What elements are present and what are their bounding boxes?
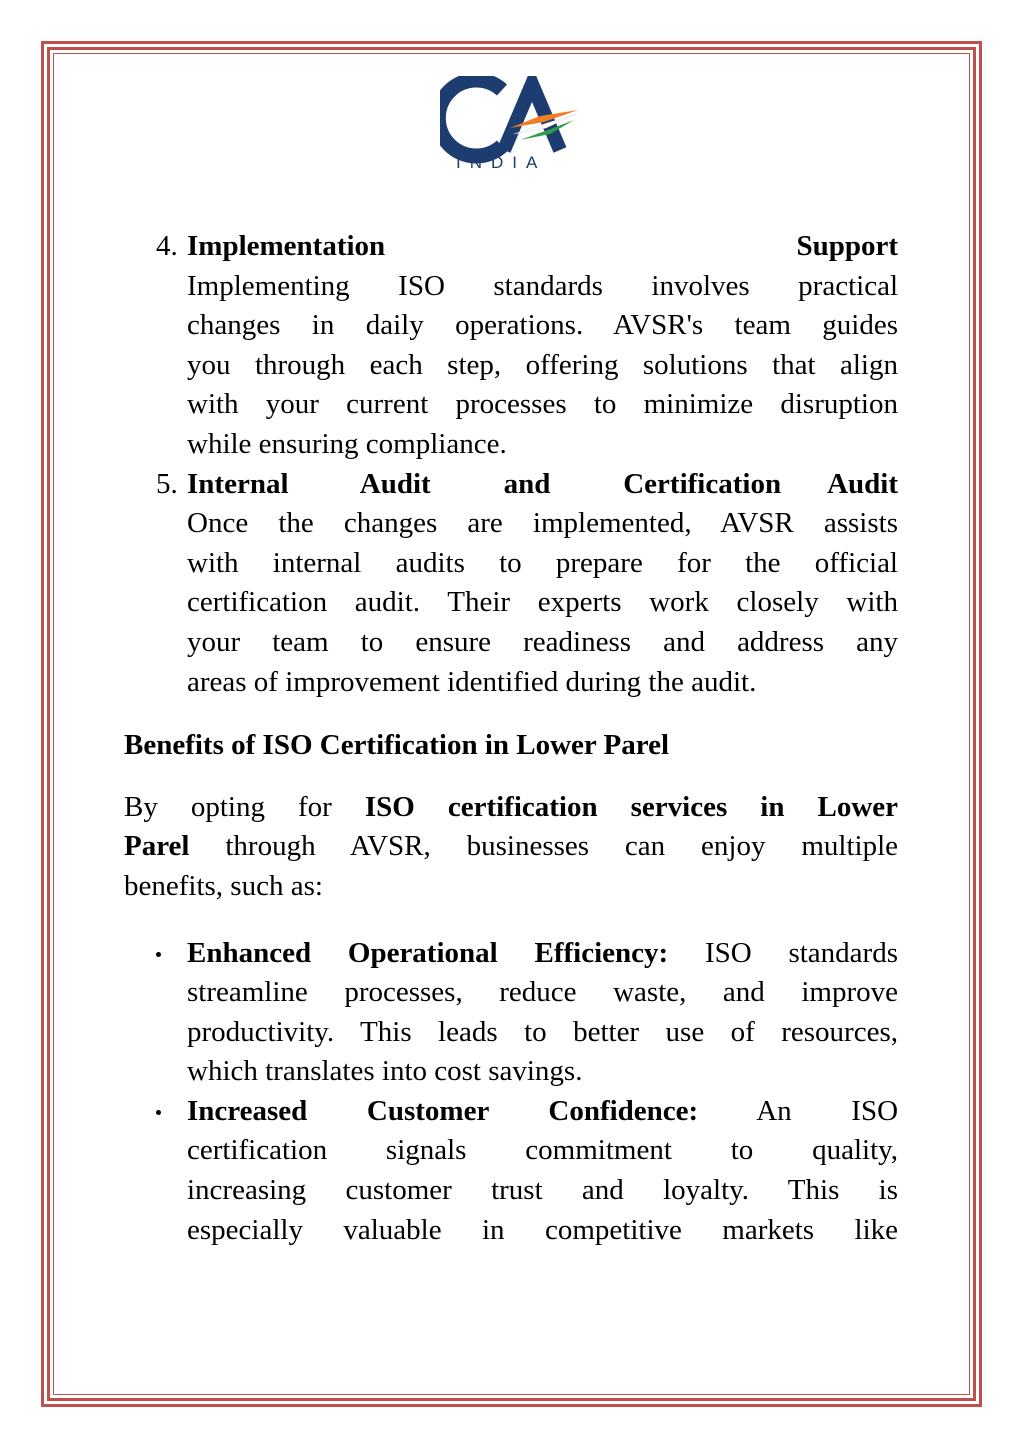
intro-rest: through AVSR, businesses can enjoy multiple: [225, 830, 898, 863]
step-text-line: with your current processes to minimize disruption: [187, 388, 898, 421]
bullet-text: ISO standards: [704, 936, 898, 969]
logo-text: INDIA: [456, 153, 547, 172]
intro-line: [124, 788, 898, 828]
bullet-first-line: [187, 1092, 898, 1132]
step-text-line: with internal audits to prepare for the official: [187, 546, 898, 579]
step-text-line: areas of improvement identified during the audit.: [187, 665, 757, 698]
bullet-text: An ISO: [756, 1094, 899, 1127]
bullet-text-line: certification signals commitment to quality,: [187, 1134, 898, 1167]
bullet-icon: [156, 952, 161, 957]
intro-bold-text: Parel: [124, 830, 190, 863]
step-item: [124, 465, 898, 703]
intro-prefix: By opting for: [124, 790, 332, 823]
bullet-icon: [156, 1110, 161, 1115]
step-text-line: your team to ensure readiness and address any: [187, 625, 898, 658]
bullet-text-line: productivity. This leads to better use of resources,: [187, 1015, 898, 1048]
step-title-left: Internal Audit and Certification: [187, 467, 782, 500]
bullet-text-line: which translates into cost savings.: [187, 1055, 583, 1088]
step-text-line: Implementing ISO standards involves practical: [187, 269, 898, 302]
step-number: 4.: [156, 230, 178, 262]
step-text-line: Once the changes are implemented, AVSR assists: [187, 507, 898, 540]
step-title-right: Support: [796, 230, 898, 262]
step-text-line: certification audit. Their experts work closely with: [187, 586, 898, 619]
intro-paragraph: [124, 788, 898, 907]
bullet-first-line: [187, 934, 898, 974]
intro-line: [124, 827, 898, 867]
step-text-line: while ensuring compliance.: [187, 427, 507, 460]
intro-line: benefits, such as:: [124, 869, 323, 902]
step-title-left: Implementation: [187, 230, 386, 262]
bullet-text-line: especially valuable in competitive markets like: [187, 1213, 898, 1246]
list-item: [124, 934, 898, 1092]
bullet-text-line: increasing customer trust and loyalty. This is: [187, 1174, 898, 1207]
list-item: [124, 1092, 898, 1250]
step-text-line: you through each step, offering solutions that align: [187, 348, 898, 381]
step-text-line: changes in daily operations. AVSR's team guides: [187, 309, 898, 342]
bullet-title: Increased Customer Confidence:: [187, 1094, 699, 1127]
step-title-right: Audit: [827, 467, 898, 500]
section-heading: Benefits of ISO Certification in Lower Parel: [124, 729, 670, 762]
step-item: [124, 227, 898, 465]
step-title: [187, 227, 898, 267]
step-title: [187, 465, 898, 505]
step-number: 5.: [156, 467, 178, 500]
intro-bold-text: ISO certification services in Lower: [364, 790, 899, 823]
document-body: [124, 227, 898, 1250]
bullet-title: Enhanced Operational Efficiency:: [187, 936, 669, 969]
benefits-list: [124, 934, 898, 1251]
bullet-text-line: streamline processes, reduce waste, and improve: [187, 976, 898, 1009]
